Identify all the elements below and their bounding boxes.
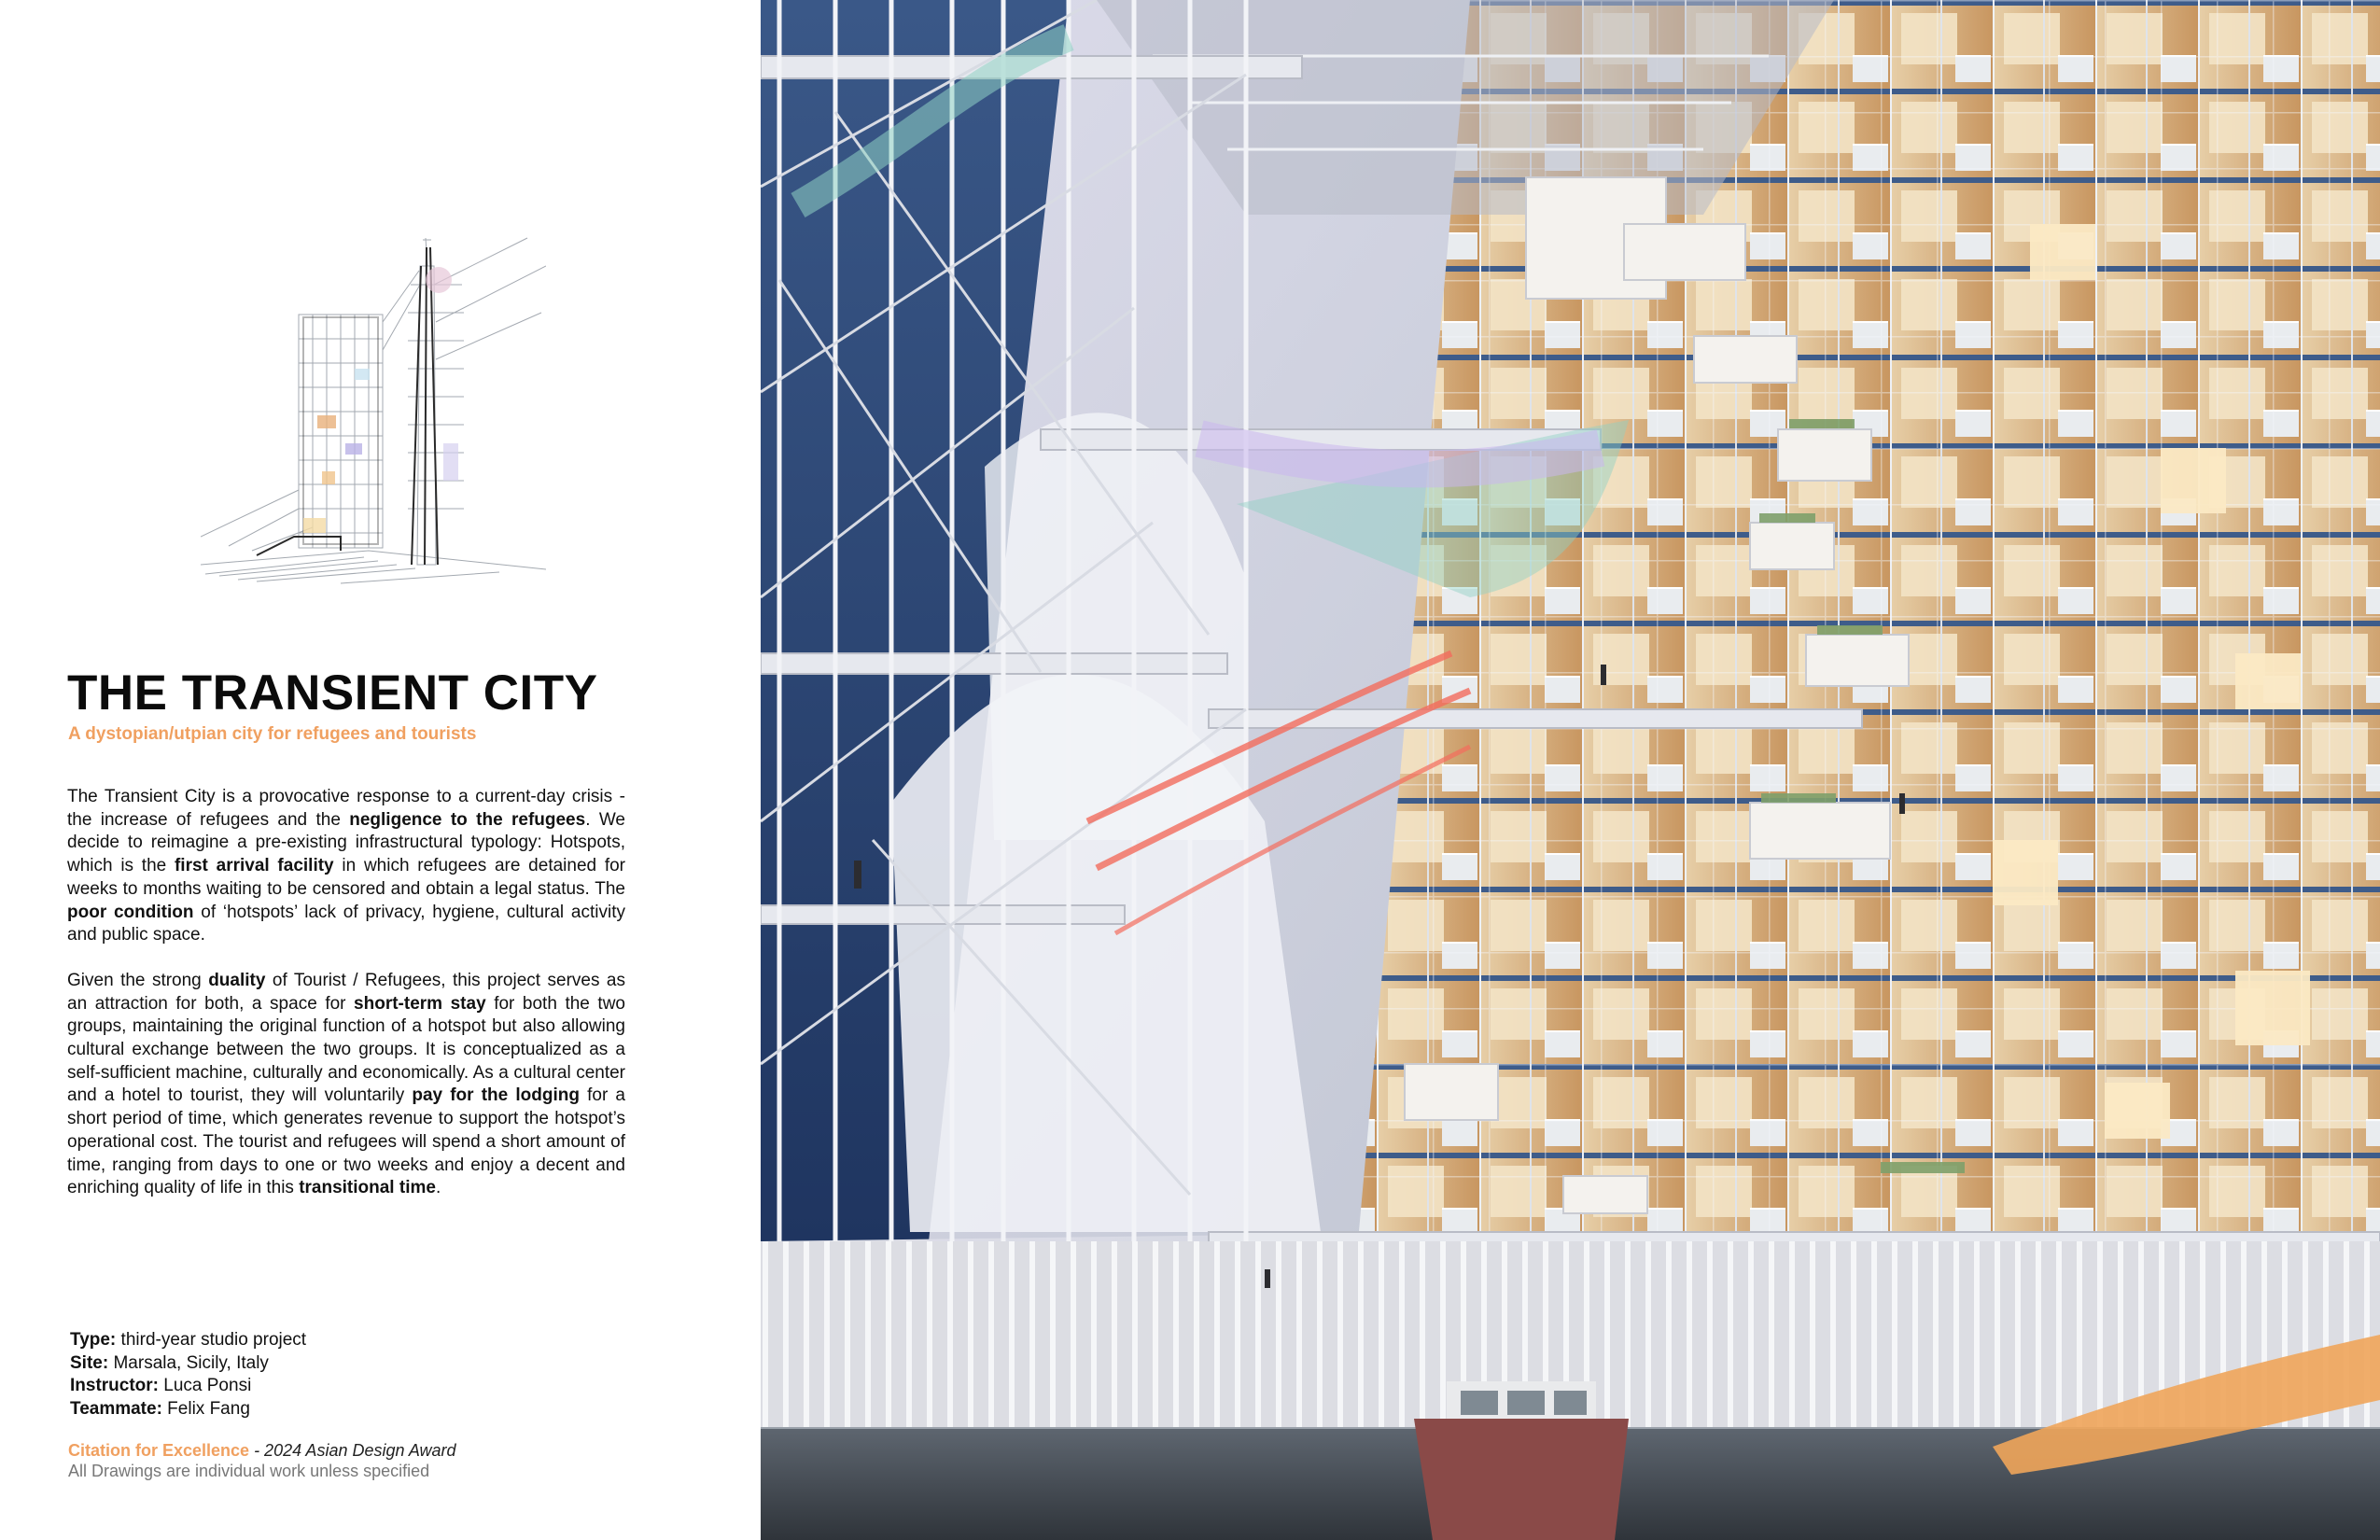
meta-site: Site: Marsala, Sicily, Italy [70, 1352, 269, 1373]
text-panel [0, 0, 761, 1540]
description-paragraph-2: Given the strong duality of Tourist / Refugees, this project serves as an attraction for both, a space for short-term stay for both the two groups, maintaining the original function of a hotspot but also allowing cultural exchange between the two groups. It is conceptualized as a self-sufficient machine, culturally and economically. As a cultural center and a hotel to tourist, they will voluntarily pay for the lodging for a short period of time, which generates revenue to support the hotspot’s operational cost. The tourist and refugees will spend a short amount of time, ranging from days to one or two weeks and enjoy a decent and enriching quality of life in this transitional time. [67, 970, 625, 1198]
drawings-note: All Drawings are individual work unless specified [68, 1462, 430, 1480]
award-detail: - 2024 Asian Design Award [249, 1441, 456, 1460]
meta-type: Type: third-year studio project [70, 1330, 307, 1350]
description-paragraph-1: The Transient City is a provocative response to a current-day crisis - the increase of refugees and the negligence to the refugees. We decide to reimagine a pre-existing infrastructural typology: Hotspots, which is the first arrival facility in which refugees are detained for weeks to months waiting to be censored and obtain a legal status. The poor condition of ‘hotspots’ lack of privacy, hygiene, cultural activity and public space. [67, 787, 626, 945]
architectural-render-image [761, 0, 2380, 1540]
concept-sketch-drawing [201, 229, 546, 593]
award-citation: Citation for Excellence [68, 1441, 250, 1460]
project-meta [70, 1329, 306, 1421]
meta-teammate: Teammate: Felix Fang [70, 1398, 250, 1419]
project-subtitle: A dystopian/utpian city for refugees and tourists [68, 724, 477, 744]
project-description [67, 786, 625, 1223]
award-line [68, 1440, 456, 1462]
meta-instructor: Instructor: Luca Ponsi [70, 1376, 252, 1395]
project-title: THE TRANSIENT CITY [67, 665, 598, 721]
